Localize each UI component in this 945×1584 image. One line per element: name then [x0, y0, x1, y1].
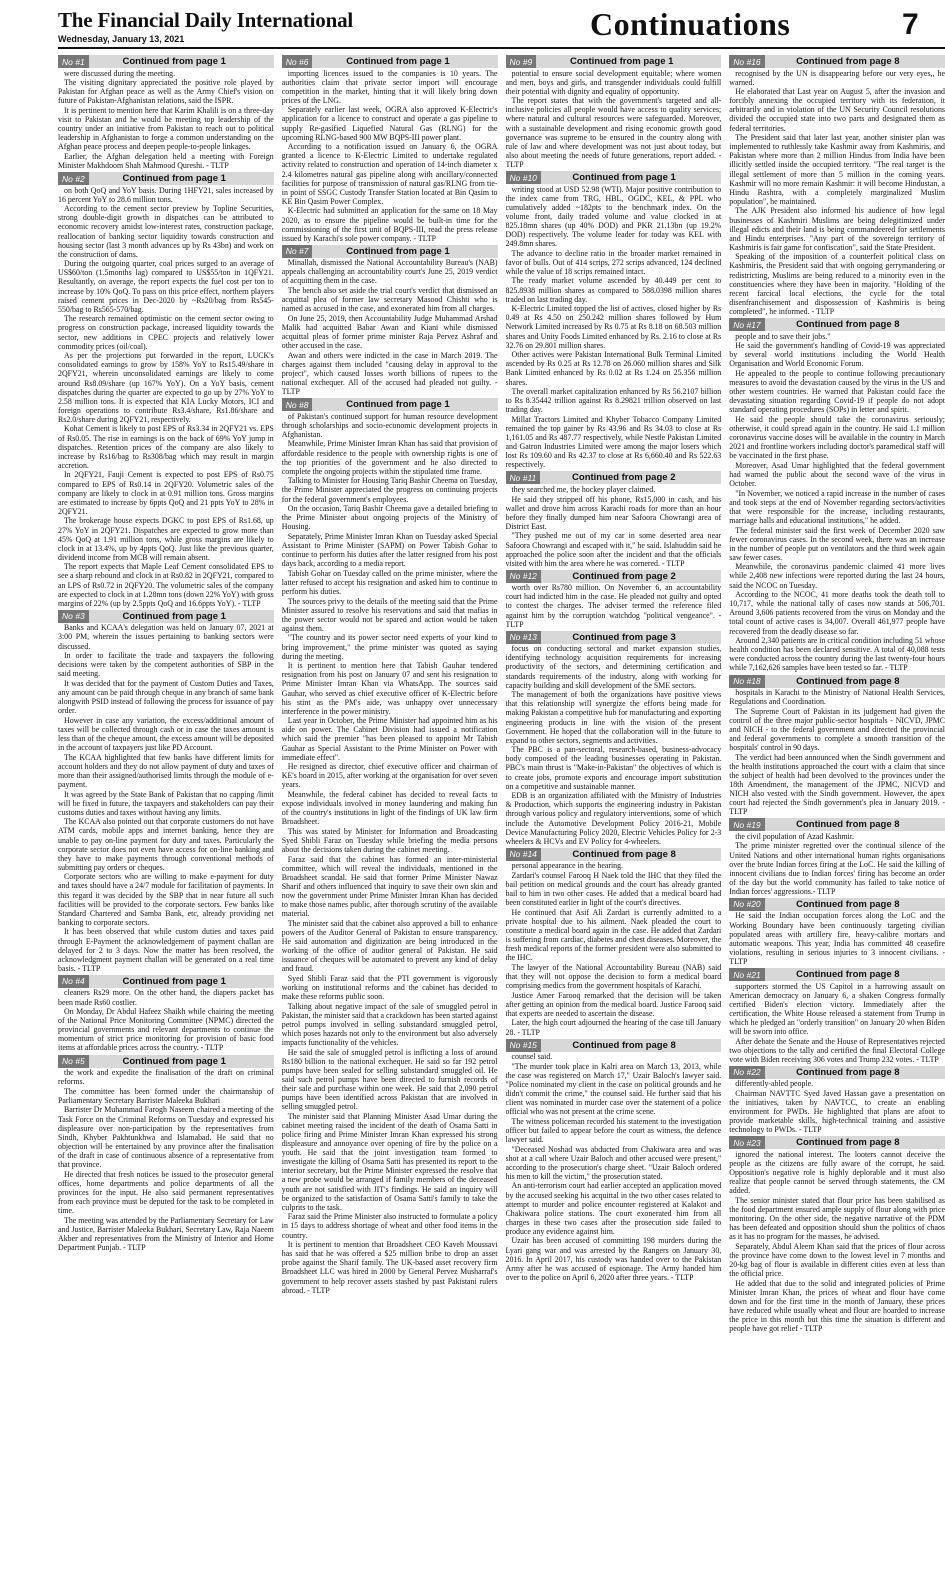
story-header: [506, 171, 722, 184]
continuation-story: [506, 471, 722, 567]
story-paragraph: people and to save their jobs.": [735, 331, 831, 341]
continued-from-label: Continued from page 8: [796, 1066, 900, 1078]
story-paragraph: K-Electric had submitted an application for the same on 18 May 2020, as to ensure the pipeline would be built-in time for the commissioning of the first unit of BQPS-III, read the press release issued by Karachi's sole power company. - TLTP: [281, 206, 498, 243]
continuation-story: [282, 245, 498, 396]
story-paragraph: The brokerage house expects DGKC to post EPS of Rs1.68, up 27% YoY in 2QFY21. Dispatches are expected to grow more than 45% QoQ at 1.91 million tons, while gross margins are likely to clock in at 13.4%, up by 4ppts QoQ. Just like the previous quarter, dividend income from MCB will remain absent.: [58, 516, 274, 562]
continuation-story: [729, 318, 945, 672]
story-body: [729, 69, 945, 317]
story-paragraph: on both QoQ and YoY basis. During 1HFY21, sales increased by 16 percent YoY to 28.6 million tons.: [58, 185, 274, 204]
story-paragraph: Talking to Minister for Housing Tariq Bashir Cheema on Tuesday, the Prime Minister appreciated the progress on continuing projects for the federal government's employees.: [281, 476, 498, 504]
story-body: [729, 832, 945, 896]
continued-from-label: Continued from page 1: [122, 173, 226, 185]
story-paragraph: It is pertinent to mention that Broadsheet CEO Kaveh Moussavi has said that he was offered a $25 million bribe to drop an asset probe against the Sharif family. The UK-based asset recovery firm Broadsheet LLC was hired in 2000 by General Pervez Musharraf's government to help recover assets stashed by past Pakistani rulers abroad. - TLTP: [281, 1240, 498, 1295]
story-paragraph: It was decided that for the payment of Custom Duties and Taxes, any amount can be paid through cheque in any branch of same bank alongwith PSID instead of following the process for issuance of pay order.: [58, 678, 274, 716]
story-paragraph: The bench also set aside the trial court's verdict that dismissed an acquittal plea of former law secretary Masood Chishti who is named as accused in the case, and exonerated him from all charges.: [281, 286, 498, 314]
story-number-tag: No #13: [506, 631, 541, 644]
story-paragraph: As per the projections put forwarded in the report, LUCK's consolidated earnings to grow by 158% YoY to Rs15.49/share in 2QFY21, wherein unconsolidated earnings are likely to come around Rs8.09/share (up 167% YoY). On a YoY basis, cement dispatches during the quarter are expected to go up by 27% YoY to 2.58 million tons. It is expected that KIA Lucky Motors, ICI and foreign operations to contribute Rs3.4/share, Rs1.86/share and Rs2.0/share during 2QFY21, respectively.: [58, 351, 274, 424]
story-number-tag: No #4: [58, 975, 89, 988]
story-paragraph: Meanwhile, the coronavirus pandemic claimed 41 more lives while 2,408 new infections were reported during the last 24 hours, said the NCOC on Tuesday.: [729, 562, 945, 590]
story-paragraph: Separately, Abdul Aleem Khan said that the prices of flour across the province have come down to the lowest level in 7 months and 20-kg bag of flour is available in different cities even at less than the official price.: [729, 1241, 945, 1279]
continuation-story: [58, 1055, 274, 1252]
story-paragraph: According to the cement sector preview by Topline Securities, strong double-digit growth in dispatches can be attributed to economic recovery amidst low-interest rates, construction package, reallocation of banking sector liquidity towards construction and housing sector (last 3 month advances up by Rs 43bn) and work on the construction of dams.: [58, 204, 274, 259]
continued-from-label: Continued from page 1: [122, 610, 226, 622]
continued-from-label: Continued from page 8: [572, 848, 676, 860]
story-paragraph: The AJK President also informed his audience of how legal businesses of Kashmiri Muslims are being delegitimized under illegal edicts and their land is being commandeered for settlements and Hindu enterprises. "Any part of the sovereign territory of Kashmiris is fair game for confiscation", said the State President.: [729, 206, 945, 252]
story-header: [58, 975, 274, 988]
continued-from-label: Continued from page 1: [569, 56, 674, 67]
story-header: [58, 610, 274, 623]
story-body: [282, 412, 498, 1295]
story-paragraph: He elaborated that Last year on August 5, after the invasion and forcibly annexing the occupied territory with its federation, it arbitrarily and in violation of the UN Security Council resolutions divided the occupied state into two parts and designated them as federal territories.: [729, 87, 945, 133]
story-paragraph: It has been observed that while custom duties and taxes paid through E-Payment the acknowledgement of payment challan are delayed for 2 to 3 days. Now the matter has been resolved, the acknowledgment payment challan will be generated on a real time basis. - TLTP: [58, 927, 274, 973]
continuation-story: [506, 848, 722, 1037]
continued-from-label: Continued from page 1: [122, 56, 226, 67]
story-header: [506, 55, 722, 68]
story-header: [506, 631, 722, 644]
story-paragraph: Kohat Cement is likely to post EPS of Rs3.34 in 2QFY21 vs. EPS of Rs0.05. The rise in earnings is on the back of 69% YoY jump in dispatches. Retention prices of the company are also likely to increase by Rs16/bag to Rs308/bag which may result in margin accretion.: [58, 424, 274, 470]
story-paragraph: According to the NCOC, 41 more deaths took the death toll to 10,717, while the national tally of cases now stands at 506,701. Around 3,606 patients recovered from the virus on Monday and the total count of active cases is 34,007. Overall 461,977 people have recovered from the deadly disease so far.: [729, 590, 945, 636]
story-paragraph: Millat Tractors Limited and Khyber Tobacco Company Limited remained the top gainer by Rs 43.96 and Rs 34.03 to close at Rs 1,161.05 and Rs 487.77 respectively, while Nestle Pakistan Limited and Gatron Industries Limited were among the major losers which lost Rs 109.60 and Rs 42.37 to close at Rs 6,660.40 and Rs 522.63 respectively.: [505, 414, 722, 470]
story-paragraph: It is pertinent to mention here that Karim Khalili is on a three-day visit to Pakistan and he would be meeting top leadership of the country under an initiative from Pakistan to reach out to political leadership in Afghanistan to forge a common understanding on the Afghan peace process and deepen people-to-people linkages.: [58, 105, 274, 152]
story-number-tag: No #8: [282, 398, 313, 411]
story-paragraph: He said the government's handling of Covid-19 was appreciated by several world institutions including the World Health Organisation and World Economic Forum.: [729, 341, 945, 369]
story-header: [506, 570, 722, 583]
story-paragraph: recognised by the UN is disappearing before our very eyes,, he warned.: [729, 68, 945, 87]
continuation-story: [506, 55, 722, 169]
story-paragraph: Corporate sectors who are willing to make e-payment for duty and taxes should have a 24/7 module for facilitation of payments. In this regard it was decided by the SBP that in near future all such facilities will be provided to the corporate sectors. Few banks like Standard Chartered and Samba Bank, etc, already providing net banking to corporate sectors.: [58, 872, 274, 927]
continued-from-label: Continued from page 8: [796, 898, 900, 910]
story-paragraph: The minister said that Planning Minister Asad Umar during the cabinet meeting raised the incident of the death of Osama Satti in police firing and Prime Minister Imran Khan expressed his strong displeasure and annoyance over opening of fire by the police on a youth. He said that the joint investigation team formed to investigate the killing of Osama Satti has presented its report to the interior secretary, but the Prime Minister expressed the resolve that a new probe would be arranged if family members of the deceased youth are not satisfied with JIT's findings. He said an inquiry will be organized to the satisfaction of Osama Satti's family to take the culprits to the task.: [281, 1111, 498, 1212]
story-header: [282, 398, 498, 411]
story-number-tag: No #6: [282, 55, 313, 68]
story-header: [729, 1066, 945, 1079]
story-paragraph: Other actives were Pakistan International Bulk Terminal Limited ascended by Rs 0.25 at Rs 12.78 on 26.060 million shares and Silk Bank Limited enhanced by Rs 0.02 at Rs 1.24 on 25.356 million shares.: [505, 350, 722, 387]
story-body: [58, 1068, 274, 1252]
story-columns: [58, 55, 945, 1575]
story-paragraph: "In November, we noticed a rapid increase in the number of cases and took steps at the end of November regarding sectors/activities that were responsible for the increase, including restaurants, marriage halls and educational institutions," he added.: [729, 488, 945, 525]
story-paragraph: Moreover, Asad Umar highlighted that the federal government had warned the public about the second wave of the virus in October.: [729, 460, 945, 489]
story-paragraph: they searched me, the hockey player claimed.: [511, 484, 656, 494]
story-body: [506, 583, 722, 628]
story-number-tag: No #5: [58, 1055, 89, 1068]
continued-from-label: Continued from page 1: [346, 56, 450, 67]
story-body: [58, 69, 274, 171]
story-paragraph: However in case any variation, the excess/additional amount of taxes will be collected through cash or in case the taxes amount is less than of the cheque amount, the excess amount will be deposited in the account of taxpayers just like PD Account.: [58, 715, 274, 753]
story-header: [58, 1055, 274, 1068]
story-paragraph: supporters stormed the US Capitol in a harrowing assault on American democracy on January 6, a shaken Congress formally certified Biden's election victory. Immediately after the certification, the White House released a statement from Trump in which he pledged an "orderly transition" on January 20 when Biden will be sworn into office.: [729, 981, 945, 1036]
story-paragraph: focus on conducting sectoral and market expansion studies, identifying technology acquisition requirements for increasing productivity of the sectors, and determining certification and standards requirements of the industry, along with working for capacity building and skill development of the SME sectors.: [505, 644, 722, 690]
story-paragraph: Meanwhile, Prime Minister Imran Khan has said that provision of affordable residence to the people with ownership rights is one of the top priorities of the government and he also directed to complete the ongoing projects within the stipulated time frame.: [281, 439, 498, 476]
story-number-tag: No #19: [729, 818, 764, 831]
story-number-tag: No #22: [729, 1066, 764, 1079]
story-paragraph: Awan and others were indicted in the case in March 2019. The charges against them included "causing delay in approval to the project", which caused losses worth billions of rupees to the national exchequer. All of the accused had pleaded not guilty. - TLTP: [281, 350, 498, 397]
masthead-rule: [58, 47, 945, 49]
story-body: [58, 988, 274, 1052]
story-header: [729, 968, 945, 981]
story-body: [506, 485, 722, 568]
story-number-tag: No #1: [58, 55, 89, 68]
edition-date: Wednesday, January 13, 2021: [58, 34, 185, 44]
story-paragraph: counsel said.: [511, 1052, 553, 1062]
continuation-story: [58, 610, 274, 973]
story-body: [506, 644, 722, 846]
story-number-tag: No #21: [729, 968, 764, 981]
story-body: [729, 332, 945, 673]
story-header: [506, 471, 722, 484]
story-paragraph: He appealed to the people to continue following precautionary measures to avoid the devastation caused by the virus in the US and other western countries. He warned that Pakistan could face the devastating situation regarding Covid-19 if people do not adopt standard operating procedures (SOPs) in letter and spirit.: [729, 368, 945, 415]
story-paragraph: This was stated by Minister for Information and Broadcasting Syed Shibli Faraz on Tuesday while briefing the media persons about the decisions taken during the cabinet meeting.: [281, 826, 498, 855]
story-paragraph: Last year in October, the Prime Minister had appointed him as his aide on power. The Cabinet Division had issued a notification which said the premier "has been pleased to appoint Mr Tabish Gauhar as Special Assistant to the Prime Minister on Power with immediate effect".: [281, 716, 498, 762]
story-paragraph: Minallah, dismissed the National Accountability Bureau's (NAB) appeals challenging an accountability court's June 25, 2019 verdict of acquitting them in the case.: [281, 258, 498, 286]
story-header: [506, 1039, 722, 1052]
story-paragraph: The Supreme Court of Pakistan in its judgement had given the control of the three major public-sector hospitals - NICVD, JPMC and NICH - to the federal government and directed the provincial and federal governments to complete a smooth transition of the hospitals' control in 90 days.: [729, 706, 945, 753]
story-paragraph: On the occasion, Tariq Bashir Cheema gave a detailed briefing to the Prime Minister about ongoing projects of the Ministry of Housing.: [281, 504, 498, 532]
story-paragraph: He added that due to the solid and integrated policies of Prime Minister Imran Khan, the prices of wheat and flour have come down and for the first time in the month of January, these prices have reduced while usually wheat and flour are hoarded to increase the price in this month but this time the situation is different and people have got relief - TLTP: [729, 1278, 945, 1334]
story-paragraph: On June 25, 2019, then Accountability Judge Muhammad Arshad Malik had acquitted Babar Awan and Kiani while dismissed acquittal pleas of former prime minister Raja Pervez Ashraf and other accused in the case.: [281, 313, 498, 351]
story-body: [58, 186, 274, 608]
story-header: [506, 848, 722, 861]
story-header: [58, 55, 274, 68]
story-paragraph: It is pertinent to mention here that Tabish Gauhar tendered resignation from his post on January 07 and sent his resignation to Prime Minister Imran Khan via WhatsApp. The sources said Gauhar, who served as chief executive officer of K-Electric before his stint as the PM's aide, was unhappy over unnecessary interference in the power ministry.: [281, 661, 498, 716]
story-paragraph: "The murder took place in Kalri area on March 13, 2013, while the case was registered on March 17," Uzair Baloch's lawyer said. "Police nominated my client in the case on political grounds and he didn't commit the crime," the counsel said. He further said that his client was nominated in murder case over the statement of a police official who was not present at the crime scene.: [505, 1061, 722, 1117]
story-paragraph: Tabish Gohar on Tuesday called on the prime minister, where the latter refused to accept his resignation and asked him to continue to perform his duties.: [281, 568, 498, 596]
story-paragraph: Justice Amer Farooq remarked that the decision will be taken after getting an opinion from the medical board. Justice Farooq said that experts are needed to ascertain the disease.: [505, 990, 722, 1018]
story-number-tag: No #9: [506, 55, 537, 68]
story-header: [729, 898, 945, 911]
story-paragraph: potential to ensure social development equitable; where women and men, boys and girls, and transgender individuals could fulfill their potential with dignity and equality of opportunity.: [505, 68, 722, 96]
story-paragraph: Faraz said the Prime Minister also instructed to formulate a policy in 15 days to address shortage of wheat and other food items in the country.: [281, 1212, 498, 1240]
continuation-story: [506, 570, 722, 629]
continued-from-label: Continued from page 8: [796, 1137, 900, 1149]
story-number-tag: No #23: [729, 1136, 764, 1149]
continuation-story: [729, 1136, 945, 1333]
story-paragraph: He said the Indian occupation forces along the LoC and the Working Boundary have been continuously targeting civilian populated areas with artillery fire, heavy-calibre mortars and automatic weapons. This year, India has committed 48 ceasefire violations, resulting in serious injuries to 3 innocent civilians. - TLTP: [729, 911, 945, 966]
story-paragraph: personal appearance in the hearing.: [511, 861, 624, 871]
continuation-story: [506, 171, 722, 469]
continuation-story: [58, 975, 274, 1053]
story-paragraph: Earlier, the Afghan delegation held a meeting with Foreign Minister Makhdoom Shah Mahmood Qureshi. - TLTP: [58, 151, 274, 170]
story-paragraph: The minister said that the cabinet also approved a bill to enhance powers of the Auditor General of Pakistan to ensure transparency. He said automation and digitization are being introduced in the working of the office of auditor general of Pakistan. He said issuance of cheques will be automated to prevent any kind of delay and fraud.: [281, 918, 498, 974]
story-paragraph: worth over Rs780 million. On November 6, an accountability court had indicted him in the case. He pleaded not guilty and opted to contest the charges. The adviser termed the reference filed against him by the corruption watchdog "political vengeance". - TLTP: [505, 583, 722, 629]
story-paragraph: importing licences issued to the companies is 10 years. The authorities claim that private sector import will encourage competition in the market, hinting that it will likely bring down prices of the LNG.: [281, 68, 498, 105]
story-paragraph: The report states that with the government's targeted and all-inclusive policies all people would have access to quality services; where natural and cultural resources were safeguarded. Moreover, with a sustainable development and rising economic growth good governance was supreme to be ensured in the country along with rule of law and where development was not just about today, but also about meeting the needs of future generations, report added. - TLTP: [505, 96, 722, 169]
page-number: 7: [902, 8, 919, 41]
story-number-tag: No #16: [729, 55, 764, 68]
continuation-story: [729, 55, 945, 316]
story-paragraph: EDB is an organization affiliated with the Ministry of Industries & Production, which supports the engineering industry in Pakistan through various policy and regulatory interventions, some of which include the Automotive Development Policy 2016-21, Mobile Device Manufacturing Policy 2020, Electric Vehicles Policy for 2-3 wheelers & HCVs and EV Policy for 4-wheelers.: [505, 791, 722, 846]
story-paragraph: He said the sale of smuggled petrol is inflicting a loss of around Rs180 billion to the national exchequer. He said so far 192 petrol pumps have been sealed for selling substandard smuggled oil. He said such petrol pumps have been directed to furnish records of their sale and purchase within one week. He said that 2,090 petrol pumps have been identified across Pakistan that are involved in selling smuggled petrol.: [281, 1047, 498, 1112]
continuation-story: [729, 968, 945, 1064]
column-3: [506, 55, 722, 1575]
story-body: [282, 69, 498, 243]
continued-from-label: Continued from page 8: [572, 1039, 676, 1051]
continuation-story: [729, 898, 945, 966]
continued-from-label: Continued from page 2: [572, 570, 676, 582]
story-number-tag: No #2: [58, 172, 89, 185]
story-paragraph: the civil population of Azad Kashmir.: [735, 831, 855, 841]
story-paragraph: During the outgoing quarter, coal prices surged to an average of US$60/ton (1.5months lag) compared to US$55/ton in 1QFY21. Resultantly, on average, the report expects the fuel cost per ton to increase by 10% QoQ. To pass on this price effect, northern players raised cement prices in Dec-2020 by ~Rs20/bag from Rs545-550/bag to Rs565-570/bag.: [58, 259, 274, 314]
story-paragraph: The witness policeman recorded his statement to the investigation officer but failed to appear before the court as witness, the defence lawyer said.: [505, 1116, 722, 1144]
story-paragraph: Around 2,340 patients are in critical condition including 51 whose health condition has been declared sensitive. A total of 40,088 tests were conducted across the country during the last twenty-four hours while 7,162,626 samples have been tested so far. - TLTP: [729, 636, 945, 673]
continued-from-label: Continued from page 8: [796, 319, 900, 331]
continuation-story: [506, 1039, 722, 1282]
continuation-story: [282, 398, 498, 1295]
story-body: [282, 258, 498, 396]
story-header: [282, 55, 498, 68]
story-number-tag: No #3: [58, 610, 89, 623]
story-number-tag: No #7: [282, 245, 313, 258]
story-number-tag: No #10: [506, 171, 541, 184]
story-paragraph: The report expects that Maple Leaf Cement consolidated EPS to see a sharp rebound and clock in at Rs0.82 in 2QFY21, compared to an LPS of Rs0.72 in 2QFY20. The volumetric sales of the company are expected to clock in at 1.28mn tons (down 22% YoY) with gross margins of 22% (up by 2.5ppts QoQ and 16.6ppts YoY). - TLTP: [58, 562, 274, 608]
story-header: [729, 675, 945, 688]
story-paragraph: He said they stripped off his phone, Rs15,000 in cash, and his wallet and drove him across Karachi roads for more than an hour before they finally dumped him near Safoora Chowrangi area of District East.: [505, 494, 722, 531]
story-header: [282, 245, 498, 258]
story-body: [506, 185, 722, 470]
story-paragraph: The KCAA also pointed out that corporate customers do not have ATM cards, mobile apps and internet banking, hence they are unable to pay on-line payment for duty and taxes. Particularly the corporate sector does not even have access for on-line banking and they have to make payments through conventional methods of submitting pay orders or cheques.: [58, 817, 274, 872]
story-paragraph: According to a notification issued on January 6, the OGRA granted a licence to K-Electric Limited to undertake regulated activity related to construction and operation of 14-inch diameter x 2.4 kilometres natural gas pipeline along with ancillary/connected facilities for purpose of transmission of natural gas/RLNG from tie-in point of SSGC Custody Transfer Station located at Bin Qasim to KE Bin Qasim Power Complex.: [281, 142, 498, 206]
continued-from-label: Continued from page 1: [572, 172, 676, 184]
story-paragraph: He continued that Asif Ali Zardari is currently admitted to a private hospital due to his ailment. Naek pleaded the court to constitute a medical board again in the case. He added that Zardari is suffering from cardiac, diabetes and chest diseases. Moreover, the fresh medical reports of the former president were also submitted to the IHC.: [505, 907, 722, 963]
story-paragraph: hospitals in Karachi to the Ministry of National Health Services, Regulations and Coordination.: [729, 688, 945, 707]
story-header: [729, 1136, 945, 1149]
story-body: [729, 688, 945, 816]
story-number-tag: No #17: [729, 318, 764, 331]
continued-from-label: Continued from page 2: [572, 472, 676, 484]
story-body: [729, 1079, 945, 1134]
continuation-story: [506, 631, 722, 846]
story-paragraph: The visiting dignitary appreciated the positive role played by Pakistan for Afghan peace as well as the Army Chief's vision on future of Pakistan-Afghanistan relations, said the ISPR.: [58, 78, 274, 106]
section-title: Continuations: [590, 6, 791, 42]
story-body: [729, 982, 945, 1064]
story-paragraph: The overall market capitalization enhanced by Rs 56.2107 billion to Rs 8.35442 trillion against Rs 8.29821 trillion observed on last trading day.: [505, 387, 722, 415]
story-paragraph: In order to facilitate the trade and taxpayers the following decisions were taken by the competent authorities of SBP in the said meeting.: [58, 651, 274, 679]
story-header: [58, 172, 274, 185]
story-paragraph: The advance to decline ratio in the broader market remained in favor of bulls. Out of 414 scrips, 272 scrips advanced, 124 declined while the value of 18 scrips remained intact.: [505, 248, 722, 276]
story-paragraph: He resigned as director, chief executive officer and chairman of KE's board in 2015, after working at the organisation for over seven years.: [281, 762, 498, 790]
story-body: [506, 69, 722, 170]
column-4: [729, 55, 945, 1575]
story-paragraph: He directed that fresh notices be issued to the prosecutor general offices, home departments and police departments of all the provinces for the input. He also said permanent representatives from each province must be deputed for the task to be completed in time.: [58, 1169, 274, 1215]
story-paragraph: differently-abled people.: [735, 1079, 814, 1089]
continued-from-label: Continued from page 1: [122, 1055, 226, 1067]
story-paragraph: The ready market volume ascended by 40.449 per cent to 825.8938 million shares as compared to 588.0398 million shares traded on last trading day.: [505, 276, 722, 304]
story-paragraph: cleaners Rs29 more. On the other hand, the diapers packet has been made Rs60 costlier.: [58, 988, 274, 1007]
story-body: [58, 623, 274, 973]
story-paragraph: K-Electric Limited topped the list of actives, closed higher by Rs 0.49 at Rs 4.50 on 250.242 million shares followed by Hum Network Limited increased by Rs 0.75 at Rs 8.18 on 68.503 million shares and Unity Foods Limited enhanced by Rs. 2.16 to close at Rs 32.76 on 29.801 million shares.: [505, 304, 722, 350]
story-paragraph: "Deceased Noshad was abducted from Chakiwara area and was shot at a call where Uzair Baloch and other accused were present," according to the prosecution's charge sheet. "Uzair Baloch ordered his men to kill the victim," the prosecution stated.: [505, 1144, 722, 1181]
story-header: [729, 318, 945, 331]
story-paragraph: Later, the high court adjourned the hearing of the case till January 28. - TLTP: [505, 1018, 722, 1037]
story-paragraph: Banks and KCAA's delegation was held on January 07, 2021 at 3:00 PM, wherein the issues pertaining to banking sectors were discussed.: [58, 623, 274, 651]
column-2: [282, 55, 498, 1575]
continued-from-label: Continued from page 8: [796, 819, 900, 831]
story-paragraph: The federal minister said the first week of December 2020 saw fewer coronavirus cases. In the second week, there was an increase in the number of people put on ventilators and the third week again saw fewer cases.: [729, 525, 945, 562]
continued-from-label: Continued from page 8: [796, 56, 900, 67]
story-paragraph: were discussed during the meeting.: [64, 68, 176, 78]
continued-from-label: Continued from page 8: [796, 969, 900, 981]
story-paragraph: "They pushed me out of my car in some deserted area near Safoora Chowrangi and escaped with it," he said. Islahuddin said he approached the police soon after the incident and that the officials visited with him the area where he was cornered. - TLTP: [505, 531, 722, 568]
newspaper-name: The Financial Daily International: [58, 8, 354, 32]
story-paragraph: The PBC is a pan-sectoral, research-based, business-advocacy body composed of the leading businesses operating in Pakistan. PBC's main thrust is "Make-in-Pakistan" the objectives of which is to create jobs, promote exports and encourage import substitution on a competitive and sustainable manner.: [505, 745, 722, 791]
story-paragraph: Barrister Dr Muhammad Farogh Naseem chaired a meeting of the Task Force on the Criminal Reforms on Tuesday and expressed his displeasure over non-participation by the representatives from Sindh, Khyber Pakhtunkhwa and Islamabad. He said that no objection will be entertained by any province after the finalisation of the draft in case of continuous absence of a representative from that province.: [58, 1105, 274, 1169]
story-body: [506, 861, 722, 1036]
continued-from-label: Continued from page 1: [346, 245, 450, 257]
story-paragraph: In 2QFY21, Fauji Cement is expected to post EPS of Rs0.75 compared to EPS of Rs0.14 in 2QFY20. Volumetric sales of the company are likely to clock in at 0.91 million tons. Gross margins are estimated to increase by 6ppts QoQ and 21 ppts YoY to 28% in 2QFY21.: [58, 470, 274, 516]
story-paragraph: The prime minister regretted over the continual silence of the United Nations and other international human rights organisations over the brute Indian forces firing at the LoC. He said the killing of innocent civilians due to Indian forces' firing has become an order of the day but the world community has failed to take notice of Indian forces' aggressions.- TLTP: [729, 841, 945, 896]
story-paragraph: Separately earlier last week, OGRA also approved K-Electric's application for a licence to construct and operate a gas pipeline to supply Re-gasified Liquefied Natural Gas (RLNG) for the upcoming RLNG-based 900 MW BQPS-III power plant.: [281, 105, 498, 142]
story-number-tag: No #11: [506, 471, 541, 484]
continuation-story: [282, 55, 498, 243]
story-paragraph: Separately, Prime Minister Imran Khan on Tuesday asked Special Assistant to Prime Minister (SAPM) on Power Tabish Gohar to continue to perform his duties after the latter resigned from his post days back, according to a media report.: [281, 531, 498, 569]
story-paragraph: writing stood at USD 52.98 (WTI). Major positive contribution to the index came from TRG, HBL, OGDC, KEL, & PPL who cumulatively added ~182pts to the benchmark index. On the volume front, daily traded volume and value clocked in at 825.18mn shares (up 40% DOD) and PKR 21.13bn (up 19.2% DOD) respectively. The volume leader for today was KEL with 249.8mn shares.: [505, 184, 722, 249]
story-paragraph: Zardari's counsel Farooq H Naek told the IHC that they filed the bail petition on medical grounds and the court has already granted bail to him in two other cases. He added that a medical board had been constituted earlier in light of the court's directives.: [505, 870, 722, 908]
continued-from-label: Continued from page 3: [572, 631, 676, 643]
continued-from-label: Continued from page 8: [796, 675, 900, 687]
continuation-story: [729, 818, 945, 896]
story-paragraph: Meanwhile, the federal cabinet has decided to reveal facts to expose individuals involved in money laundering and making fun of the country's institutions in light of the findings of UK law firm Broadsheet.: [281, 790, 498, 827]
story-paragraph: The research remained optimistic on the cement sector owing to progress on construction package, increased liquidity towards the sector, new additions in CPEC projects and relatively lower commodity prices (oil/coal).: [58, 314, 274, 351]
story-number-tag: No #12: [506, 570, 541, 583]
story-header: [729, 818, 945, 831]
story-number-tag: No #14: [506, 848, 541, 861]
column-1: [58, 55, 274, 1575]
story-paragraph: of Pakistan's continued support for human resource development through scholarships and socio-economic development projects in Afghanistan.: [281, 411, 498, 439]
story-paragraph: Uzair has been accused of committing 198 murders during the Lyari gang war and was arrested by the Rangers on January 30, 2016. In April 2017, his custody was handed over to the Pakistan Army after he was accused of espionage. The Army handed him over to the police on April 6, 2020 after three years. - TLTP: [505, 1236, 722, 1282]
story-number-tag: No #15: [506, 1039, 541, 1052]
story-paragraph: The lawyer of the National Accountability Bureau (NAB) said that they will not oppose the decision to form a medical board comprising medics from the government hospitals of Karachi.: [505, 962, 722, 991]
story-paragraph: The senior minister stated that flour price has been stabilised as the food department ensured ample supply of flour along with price monitoring. On the other side, the negative narrative of the PDM has been defeated and opposition should shun the politics of chaos as it has no program for the masses, he advised.: [729, 1195, 945, 1242]
story-body: [729, 1150, 945, 1333]
story-paragraph: Faraz said that the cabinet has formed an inter-ministerial committee, which will reveal the individuals, mentioned in the Broadsheet scandal. He said that former Prime Minister Nawaz Sharif and others influenced that inquiry to save their own skin and now the government under Prime Minister Imran Khan has decided to make those names public, after thorough scrutiny of the available material.: [281, 854, 498, 919]
story-paragraph: On Monday, Dr Abdul Hafeez Shaikh while chairing the meeting of the National Price Monitoring Committee (NPMC) directed the provincial governments and relevant departments to continue the momentum of strict price monitoring for provision of basic food items at affordable prices across the country. - TLTP: [58, 1007, 274, 1053]
story-paragraph: ignored the national interest. The looters cannot deceive the people as the citizens are fully aware of the corrupt, he said. Opposition's negative role is highly deplorable and it must also realize that people cannot be served through statements, the CM added.: [729, 1149, 945, 1196]
story-paragraph: Chairman NAVTTC Syed Javed Hassan gave a presentation on the initiatives, taken by NAVTCC, to create an enabling environment for PWDs. He highlighted that plans are afoot to provide marketable skills, high-technical training and assistive technology to PWDs. - TLTP: [729, 1088, 945, 1135]
story-paragraph: The verdict had been announced when the Sindh government and the health institutions approached the court with a claim that since the subject of health had been devolved to the provinces under the 18th Amendment, the management of the JPMC, NICVD and NICH also vested with the Sindh government. However, the apex court had rejected the Sindh government's plea in January 2019. - TLTP: [729, 752, 945, 817]
story-paragraph: The President said that later last year, another sinister plan was implemented to ruthlessly take Kashmir away from Kashmiris, and Pakistan where more than 2 million Hindus from India have been illicitly settled inside the occupied territory. "The real target is the illegal settlement of more than 5 million in the coming years. Kashmir will no more remain Kashmir: it will become Hindustan, a Hindu Rashtra, with a completely marginalized Muslim population", he maintained.: [729, 133, 945, 206]
story-paragraph: The committee has been formed under the chairmanship of Parliamentary Secretary Barrister Maleeka Bukhari: [58, 1086, 274, 1105]
story-paragraph: An anti-terrorism court had earlier accepted an application moved by the accused seeking his acquittal in the two other cases related to attempt to murder and police encounter registered at Kalakot and Chakiwara police stations. The court exonerated him from all charges in these two cases after the prosecution side failed to produce any evidence against him.: [505, 1181, 722, 1236]
story-paragraph: The sources privy to the details of the meeting said that the Prime Minister assured to resolve his reservations and said that mafias in the power sector would not be spared and action would be taken against them.: [281, 596, 498, 633]
continuation-story: [58, 55, 274, 170]
continuation-story: [58, 172, 274, 608]
story-paragraph: It was agreed by the State Bank of Pakistan that no capping /limit will be fixed in future, the taxpayers and stakeholders can pay their customs duties and taxes without having any limits.: [58, 789, 274, 817]
continuation-story: [729, 675, 945, 817]
story-paragraph: The KCAA highlighted that few banks have different limits for account holders and they do not allow payment of duty and taxes of more than their assigned/authorised limits through the module of e-payment.: [58, 752, 274, 789]
story-paragraph: Syed Shibli Faraz said that the PTI government is vigorously working on institutional reforms and the cabinet has decided to make these reforms public soon.: [281, 973, 498, 1002]
story-body: [506, 1052, 722, 1282]
story-header: [729, 55, 945, 68]
story-number-tag: No #20: [729, 898, 764, 911]
story-paragraph: The meeting was attended by the Parliamentary Secretary for Law and Justice, Barrister Maleeka Bukhari, Secretary Law, Raja Naeem Akber and representatives from the Ministry of Interior and Home Department Punjab. - TLTP: [58, 1215, 274, 1252]
story-number-tag: No #18: [729, 675, 764, 688]
continued-from-label: Continued from page 1: [346, 399, 450, 411]
story-paragraph: the work and expedite the finalisation of the draft on criminal reforms.: [58, 1068, 274, 1087]
story-paragraph: The management of both the organizations have positive views that this relationship will synergize the efforts being made for making Pakistan a competitive hub for manufacturing and exporting engineering products in line with the vision of the present Government. He hoped that the collaboration will in the future to expand to other sectors, segments and activities.: [505, 690, 722, 745]
continued-from-label: Continued from page 1: [122, 975, 226, 987]
continuation-story: [729, 1066, 945, 1135]
story-paragraph: Speaking of the imposition of a counterfeit political class on Kashmiris, the President said that with ongoing gerrymandering or redistricting, Muslims are being reduced to a minority even in the constituencies where they have been in majority. "Holding of the recent farcical local elections, the cycle for the total disenfranchisement and dispossession of Kashmiris is being completed", he informed. - TLTP: [729, 252, 945, 316]
story-paragraph: "The country and its power sector need experts of your kind to bring improvement," the prime minister was quoted as saying during the meeting.: [281, 633, 498, 661]
story-paragraph: He said the people should take the coronavirus seriously; otherwise, it could spread again in the country. He said 1.1 million coronavirus vaccine doses will be available in the country in March 2021 and frontline workers including doctor's paramedical staff will be vaccinated in the first phase.: [729, 414, 945, 461]
story-body: [729, 911, 945, 966]
story-paragraph: After debate the Senate and the House of Representatives rejected two objections to the tally and certified the final Electoral College vote with Biden receiving 306 votes and Trump 232 votes. - TLTP: [729, 1036, 945, 1064]
masthead: [0, 0, 945, 50]
story-paragraph: Talking about negative impact of the sale of smuggled petrol in Pakistan, the minister said that a crackdown has been started against petrol pumps involved in selling substandard smuggled petrol, which poses hazards not only to the environment but also adversely impacts functionality of the vehicles.: [281, 1001, 498, 1048]
